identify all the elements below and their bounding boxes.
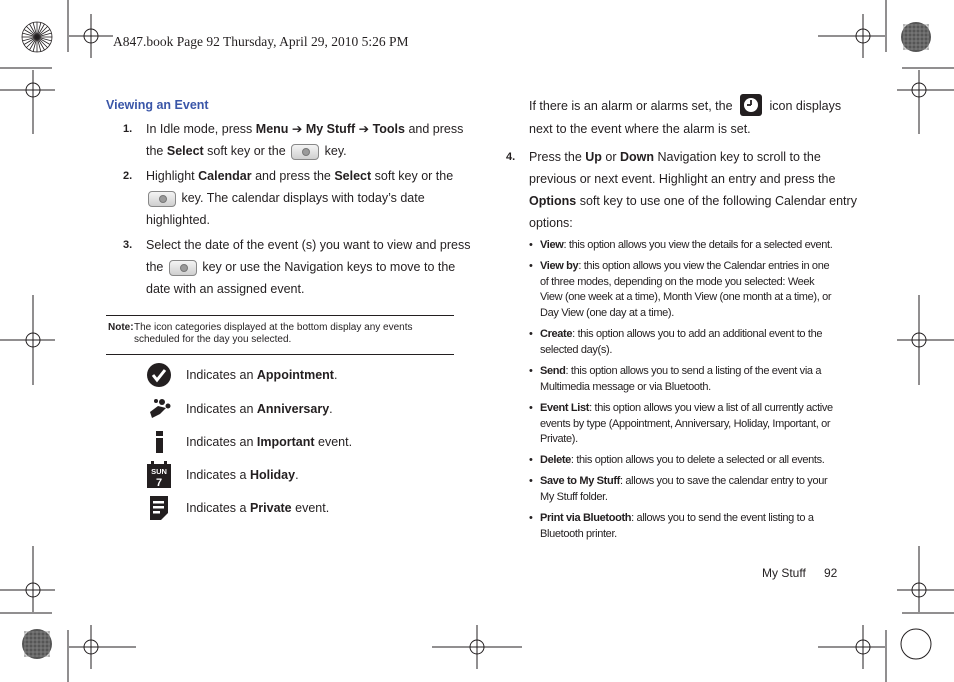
alarm-text-post: icon displays [769, 99, 842, 113]
footer-page-number: 92 [824, 566, 838, 580]
option-description: Create: this option allows you to add an additional event to the selected day(s). [540, 328, 823, 356]
select-key-icon [169, 260, 197, 276]
step-text: In Idle mode, press Menu ➔ My Stuff ➔ Tools and press the Select soft key or the key. [146, 122, 464, 158]
step-text: Press the Up or Down Navigation key to scroll to the previous or next event. Highlight an entry and press the Options soft key to use one of the following Calendar entry options: [529, 150, 857, 230]
option-description: View: this option allows you view the details for a selected event. [540, 239, 833, 251]
legend-label: Indicates a Holiday. [186, 468, 299, 482]
step-number: 2. [123, 170, 133, 182]
checkmark-circle-icon [144, 360, 174, 390]
step-number: 3. [123, 239, 133, 251]
holiday-icon-day-label: SUN [151, 467, 167, 476]
step-2 [123, 165, 463, 231]
legend-label: Indicates an Appointment. [186, 368, 338, 382]
step-text: Select the date of the event (s) you want to view and press the key or use the Navigation keys to move to the date with an assigned event. [146, 238, 471, 296]
option-description: Print via Bluetooth: allows you to send the event listing to a Bluetooth printer. [540, 512, 814, 540]
option-description: Delete: this option allows you to delete a selected or all events. [540, 454, 825, 466]
important-icon [144, 427, 174, 457]
bullet-dot: • [529, 328, 533, 340]
file-info-header: A847.book Page 92 Thursday, April 29, 2010 5:26 PM [113, 34, 409, 49]
holiday-calendar-icon [144, 460, 174, 490]
note-box [106, 315, 454, 355]
step-number: 4. [506, 151, 516, 163]
bullet-dot: • [529, 402, 533, 414]
legend-label: Indicates an Important event. [186, 435, 353, 449]
alarm-text-line2: next to the event where the alarm is set. [529, 121, 751, 136]
bullet-dot: • [529, 239, 533, 251]
bullet-dot: • [529, 260, 533, 272]
bullet-dot: • [529, 454, 533, 466]
legend-label: Indicates a Private event. [186, 501, 330, 515]
alarm-text-pre: If there is an alarm or alarms set, the [529, 99, 733, 113]
step-4-content [506, 146, 857, 234]
alarm-paragraph [529, 95, 841, 140]
step-number: 1. [123, 123, 133, 135]
note-text [108, 322, 448, 345]
option-description: Save to My Stuff: allows you to save the calendar entry to your My Stuff folder. [540, 475, 828, 503]
step-3 [123, 234, 471, 300]
step-text: Highlight Calendar and press the Select soft key or the key. The calendar displays with today’s date highlighted. [146, 169, 454, 227]
holiday-icon-day-number: 7 [155, 477, 163, 489]
footer-section: My Stuff [762, 566, 806, 580]
section-heading: Viewing an Event [106, 98, 209, 112]
note-label: Note: [108, 322, 134, 333]
note-body: The icon categories displayed at the bottom display any events scheduled for the day you selected. [134, 322, 413, 345]
bullet-dot: • [529, 365, 533, 377]
alarm-clock-icon [740, 94, 762, 116]
option-description: Send: this option allows you to send a listing of the event via a Multimedia message or via Bluetooth. [540, 365, 822, 393]
anniversary-icon [144, 394, 174, 424]
bullet-dot: • [529, 475, 533, 487]
select-key-icon [291, 144, 319, 160]
option-description: View by: this option allows you view the Calendar entries in one of three modes, depending on the mode you selected: Week View (one week at a time), Month View (one month at a time), or Day View (one day at a time). [540, 260, 832, 319]
private-note-icon [144, 493, 174, 523]
step-1 [123, 118, 463, 162]
option-description: Event List: this option allows you view a list of all currently active events by type (Appointment, Anniversary, Holiday, Important, or Private). [540, 402, 833, 445]
legend-label: Indicates an Anniversary. [186, 402, 333, 416]
select-key-icon [148, 191, 176, 207]
bullet-dot: • [529, 512, 533, 524]
